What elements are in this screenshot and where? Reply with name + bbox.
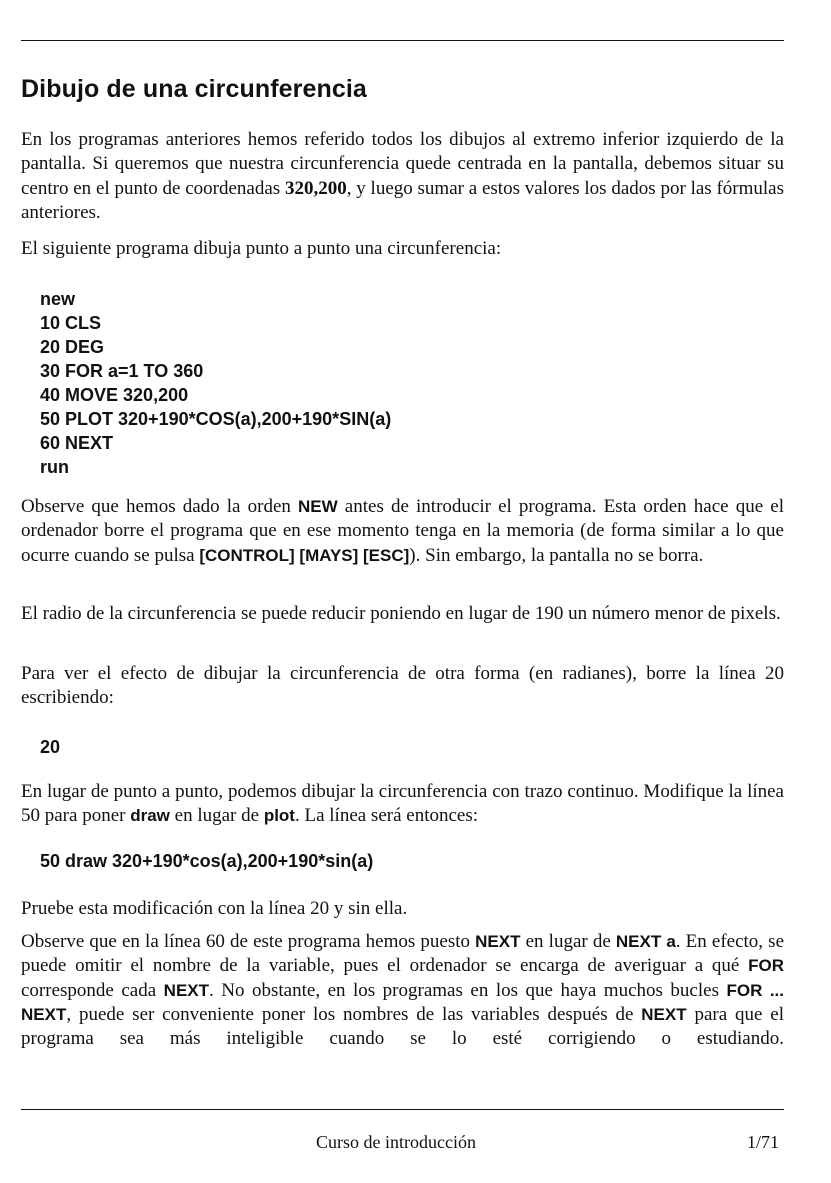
- text-run: ). Sin embargo, la pantalla no se borra.: [409, 544, 704, 566]
- bottom-rule: [21, 1109, 784, 1110]
- footer-title: Curso de introducción: [316, 1132, 476, 1152]
- text-run: . No obstante, en los programas en los que haya muchos bucles: [209, 979, 727, 1001]
- intro-coordinates: 320,200: [284, 177, 347, 199]
- intro-paragraph: [21, 128, 784, 225]
- code-line: 10 CLS: [40, 313, 102, 333]
- keyword-new: NEW: [298, 497, 338, 516]
- text-run: en lugar de: [169, 805, 264, 827]
- keyword-next: NEXT: [163, 980, 210, 1000]
- keyword-plot: plot: [263, 806, 295, 826]
- keyword-for: FOR: [748, 956, 784, 976]
- code-line: 20: [40, 737, 61, 757]
- code-line: 60 NEXT: [40, 433, 114, 453]
- try-paragraph: Pruebe esta modificación con la línea 20 y sin ella.: [21, 898, 408, 919]
- code-line: 50 draw 320+190*cos(a),200+190*sin(a): [40, 851, 374, 871]
- intro-text-2: , y luego sumar a estos valores los dados por las fórmulas anteriores.: [21, 177, 784, 223]
- text-run: , puede ser conveniente poner los nombres de las variables después de: [66, 1003, 642, 1025]
- page-title: Dibujo de una circunferencia: [21, 75, 367, 103]
- text-run: antes de introducir el programa. Esta orden hace que el ordenador borre el programa que en ese momento tenga en la memoria (de forma similar a lo que ocurre cuando se pulsa: [21, 496, 784, 566]
- text-run: . En efecto, se puede omitir el nombre de la variable, pues el ordenador se encarga de averiguar a qué: [21, 931, 785, 977]
- code-line: 40 MOVE 320,200: [40, 385, 189, 405]
- keyword-next: NEXT: [475, 932, 521, 951]
- text-run: Observe que en la línea 60 de este programa hemos puesto: [21, 931, 476, 952]
- keyword-next: NEXT: [641, 1004, 687, 1024]
- code-line: new: [40, 289, 76, 309]
- keyword-draw: draw: [130, 806, 170, 826]
- text-run: para que el programa sea más inteligible cuando se lo esté corrigiendo o estudiando.: [21, 1003, 784, 1050]
- delete-command: [40, 735, 60, 759]
- code-line: 30 FOR a=1 TO 360: [40, 361, 204, 381]
- text-run: Observe que hemos dado la orden: [21, 496, 298, 517]
- next-paragraph: [21, 930, 784, 1051]
- text-run: . La línea será entonces:: [294, 805, 479, 827]
- top-rule: [21, 40, 784, 41]
- radians-paragraph: Para ver el efecto de dibujar la circunferencia de otra forma (en radianes), borre la línea 20 escribiendo:: [21, 663, 784, 709]
- text-run: en lugar de: [520, 931, 616, 952]
- new-command-paragraph: [21, 495, 784, 568]
- draw-paragraph: [21, 780, 784, 829]
- page-number: 1/71: [747, 1132, 780, 1152]
- keyword-control-mays-esc: [CONTROL] [MAYS] [ESC]: [199, 545, 410, 565]
- text-run: En lugar de punto a punto, podemos dibujar la circunferencia con trazo continuo. Modifique la línea 50 para poner: [21, 781, 784, 827]
- text-run: corresponde cada: [21, 979, 164, 1001]
- code-line: 20 DEG: [40, 337, 105, 357]
- keyword-for-next: FOR ... NEXT: [21, 980, 785, 1024]
- keyword-next-a: NEXT a: [615, 932, 676, 951]
- radius-paragraph: El radio de la circunferencia se puede reducir poniendo en lugar de 190 un número menor de pixels.: [21, 603, 781, 624]
- draw-line-listing: [40, 849, 373, 873]
- intro-text-1: En los programas anteriores hemos referido todos los dibujos al extremo inferior izquierdo de la pantalla. Si queremos que nuestra circunferencia quede centrada en la pantalla, debemos situar su centro en el punto de coordenadas: [21, 129, 784, 199]
- code-line: 50 PLOT 320+190*COS(a),200+190*SIN(a): [40, 409, 392, 429]
- program-intro-paragraph: El siguiente programa dibuja punto a punto una circunferencia:: [21, 238, 502, 259]
- code-line: run: [40, 457, 69, 477]
- program-listing: [40, 287, 391, 479]
